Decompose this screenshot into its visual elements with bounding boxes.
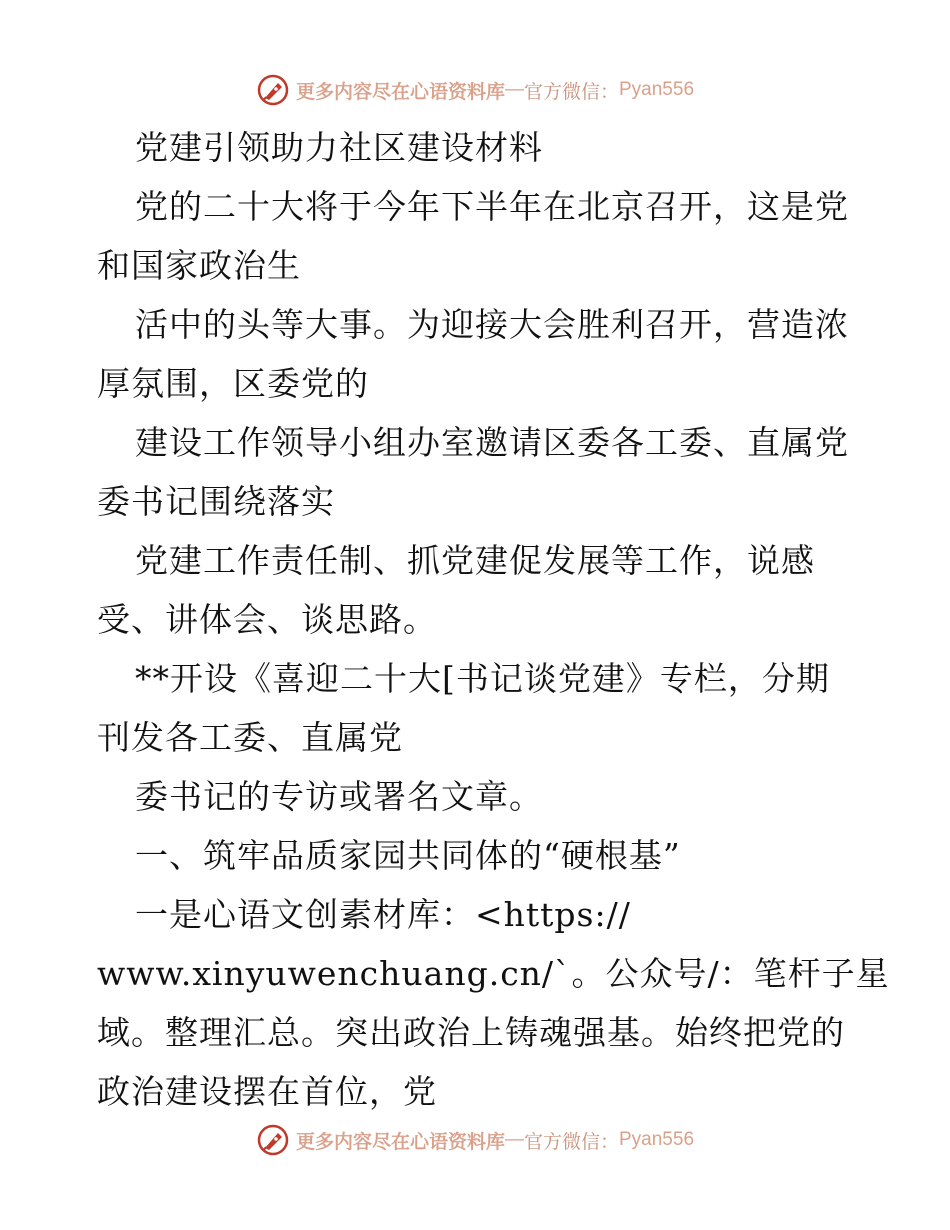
doc-line: 一、筑牢品质家园共同体的“硬根基” xyxy=(135,836,681,875)
pen-nib-logo-icon xyxy=(256,1123,290,1157)
doc-line: 域。整理汇总。突出政治上铸魂强基。始终把党的 xyxy=(97,1013,845,1052)
doc-line: 党建引领助力社区建设材料 xyxy=(135,128,543,167)
doc-line: 委书记围绕落实 xyxy=(97,482,335,521)
doc-line: 委书记的专访或署名文章。 xyxy=(135,777,543,816)
doc-line: 和国家政治生 xyxy=(97,246,301,285)
doc-line: 建设工作领导小组办室邀请区委各工委、直属党 xyxy=(135,423,849,462)
watermark-wechat-id: Pyan556 xyxy=(619,79,695,100)
watermark-brand-text: 更多内容尽在心语资料库 xyxy=(295,1130,505,1153)
doc-line: 党的二十大将于今年下半年在北京召开，这是党 xyxy=(135,187,849,226)
document-body xyxy=(97,118,890,1121)
doc-line: 活中的头等大事。为迎接大会胜利召开，营造浓 xyxy=(135,305,849,344)
doc-line: 一是心语文创素材库：<https:// xyxy=(135,895,631,934)
pen-nib-logo-icon xyxy=(256,73,290,107)
watermark-official-label: 官方微信： xyxy=(523,80,619,103)
header-watermark xyxy=(0,70,950,110)
doc-line: 党建工作责任制、抓党建促发展等工作，说感 xyxy=(135,541,815,580)
doc-line: 刊发各工委、直属党 xyxy=(97,718,403,757)
footer-watermark xyxy=(0,1120,950,1160)
doc-line: 政治建设摆在首位，党 xyxy=(97,1072,437,1111)
doc-line: www.xinyuwenchuang.cn/`。公众号/：笔杆子星 xyxy=(97,954,890,993)
watermark-dash: — xyxy=(504,79,524,100)
watermark-brand-text: 更多内容尽在心语资料库 xyxy=(295,80,505,103)
watermark-dash: — xyxy=(504,1129,524,1150)
watermark-official-label: 官方微信： xyxy=(523,1130,619,1153)
doc-line: 受、讲体会、谈思路。 xyxy=(97,600,437,639)
doc-line: **开设《喜迎二十大[书记谈党建》专栏，分期 xyxy=(135,659,830,698)
doc-line: 厚氛围，区委党的 xyxy=(97,364,369,403)
watermark-wechat-id: Pyan556 xyxy=(619,1129,695,1150)
